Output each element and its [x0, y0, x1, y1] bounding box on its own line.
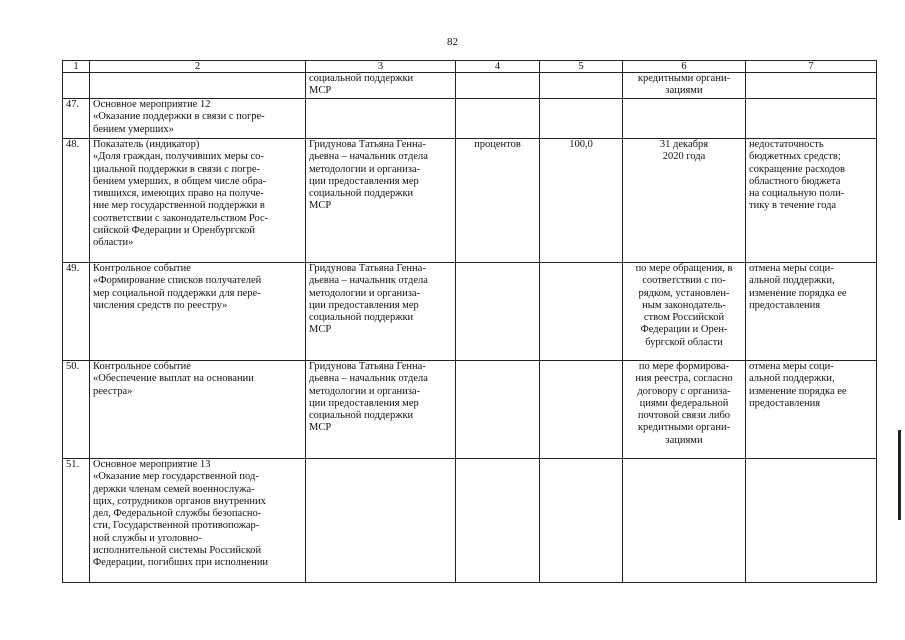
value-cell — [540, 73, 623, 99]
risks-cell: отмена меры соци- альной поддержки, изменение порядка ее предоставления — [746, 263, 877, 361]
responsible-cell — [306, 459, 456, 583]
row-number-cell: 47. — [63, 99, 90, 139]
responsible-cell: Гридунова Татьяна Генна- дьевна – начальник отдела методологии и организа- ции предоставления мер социальной поддержки МСР — [306, 139, 456, 263]
value-cell — [540, 263, 623, 361]
event-name-cell: Основное мероприятие 12 «Оказание поддержки в связи с погре- бением умерших» — [90, 99, 306, 139]
deadline-cell: по мере обращения, в соответствии с по- рядком, установлен- ным законодатель- ством Российской Федерации и Орен- бургской области — [623, 263, 746, 361]
responsible-cell — [306, 99, 456, 139]
table-row — [63, 73, 877, 99]
header-cell: 6 — [623, 61, 746, 73]
responsible-cell: социальной поддержки МСР — [306, 73, 456, 99]
unit-cell — [456, 263, 540, 361]
table-header-row — [63, 61, 877, 73]
table-row — [63, 361, 877, 459]
responsible-cell: Гридунова Татьяна Генна- дьевна – начальник отдела методологии и организа- ции предоставления мер социальной поддержки МСР — [306, 263, 456, 361]
event-name-cell — [90, 73, 306, 99]
header-cell: 2 — [90, 61, 306, 73]
event-name-cell: Контрольное событие «Формирование списков получателей мер социальной поддержки для пере- числения средств по реестру» — [90, 263, 306, 361]
document-table — [62, 60, 877, 583]
unit-cell: процентов — [456, 139, 540, 263]
unit-cell — [456, 99, 540, 139]
risks-cell: отмена меры соци- альной поддержки, изменение порядка ее предоставления — [746, 361, 877, 459]
table-row — [63, 99, 877, 139]
value-cell — [540, 459, 623, 583]
header-cell: 7 — [746, 61, 877, 73]
risks-cell: недостаточность бюджетных средств; сокращение расходов областного бюджета на социальную поли- тику в течение года — [746, 139, 877, 263]
event-name-cell: Контрольное событие «Обеспечение выплат на основании реестра» — [90, 361, 306, 459]
row-number-cell: 48. — [63, 139, 90, 263]
unit-cell — [456, 459, 540, 583]
row-number-cell: 49. — [63, 263, 90, 361]
value-cell: 100,0 — [540, 139, 623, 263]
header-cell: 5 — [540, 61, 623, 73]
risks-cell — [746, 73, 877, 99]
risks-cell — [746, 459, 877, 583]
risks-cell — [746, 99, 877, 139]
responsible-cell: Гридунова Татьяна Генна- дьевна – начальник отдела методологии и организа- ции предоставления мер социальной поддержки МСР — [306, 361, 456, 459]
deadline-cell: 31 декабря 2020 года — [623, 139, 746, 263]
header-cell: 4 — [456, 61, 540, 73]
unit-cell — [456, 361, 540, 459]
header-cell: 3 — [306, 61, 456, 73]
scan-edge-mark — [898, 430, 901, 520]
row-number-cell — [63, 73, 90, 99]
deadline-cell — [623, 459, 746, 583]
value-cell — [540, 99, 623, 139]
row-number-cell: 51. — [63, 459, 90, 583]
deadline-cell: кредитными органи- зациями — [623, 73, 746, 99]
header-cell: 1 — [63, 61, 90, 73]
value-cell — [540, 361, 623, 459]
table-row — [63, 459, 877, 583]
page-number: 82 — [447, 36, 458, 48]
row-number-cell: 50. — [63, 361, 90, 459]
event-name-cell: Основное мероприятие 13 «Оказание мер государственной под- держки членам семей военнослужа- щих, сотрудников органов внутренних дел, Федеральной службы безопасно- сти, Государственной противопожар- ной службы и уголовно- исполнительной системы Российской Федерации, погибших при исполнении — [90, 459, 306, 583]
deadline-cell: по мере формирова- ния реестра, согласно договору с организа- циями федеральной почтовой связи либо кредитными органи- зациями — [623, 361, 746, 459]
deadline-cell — [623, 99, 746, 139]
unit-cell — [456, 73, 540, 99]
table-row — [63, 263, 877, 361]
event-name-cell: Показатель (индикатор) «Доля граждан, получивших меры со- циальной поддержки в связи с погре- бением умерших, в общем числе обра- тившихся, имеющих право на получе- ние мер государственной поддержки в соответствии с законодательством Рос- сийской Федерации и Оренбургской области» — [90, 139, 306, 263]
table-row — [63, 139, 877, 263]
